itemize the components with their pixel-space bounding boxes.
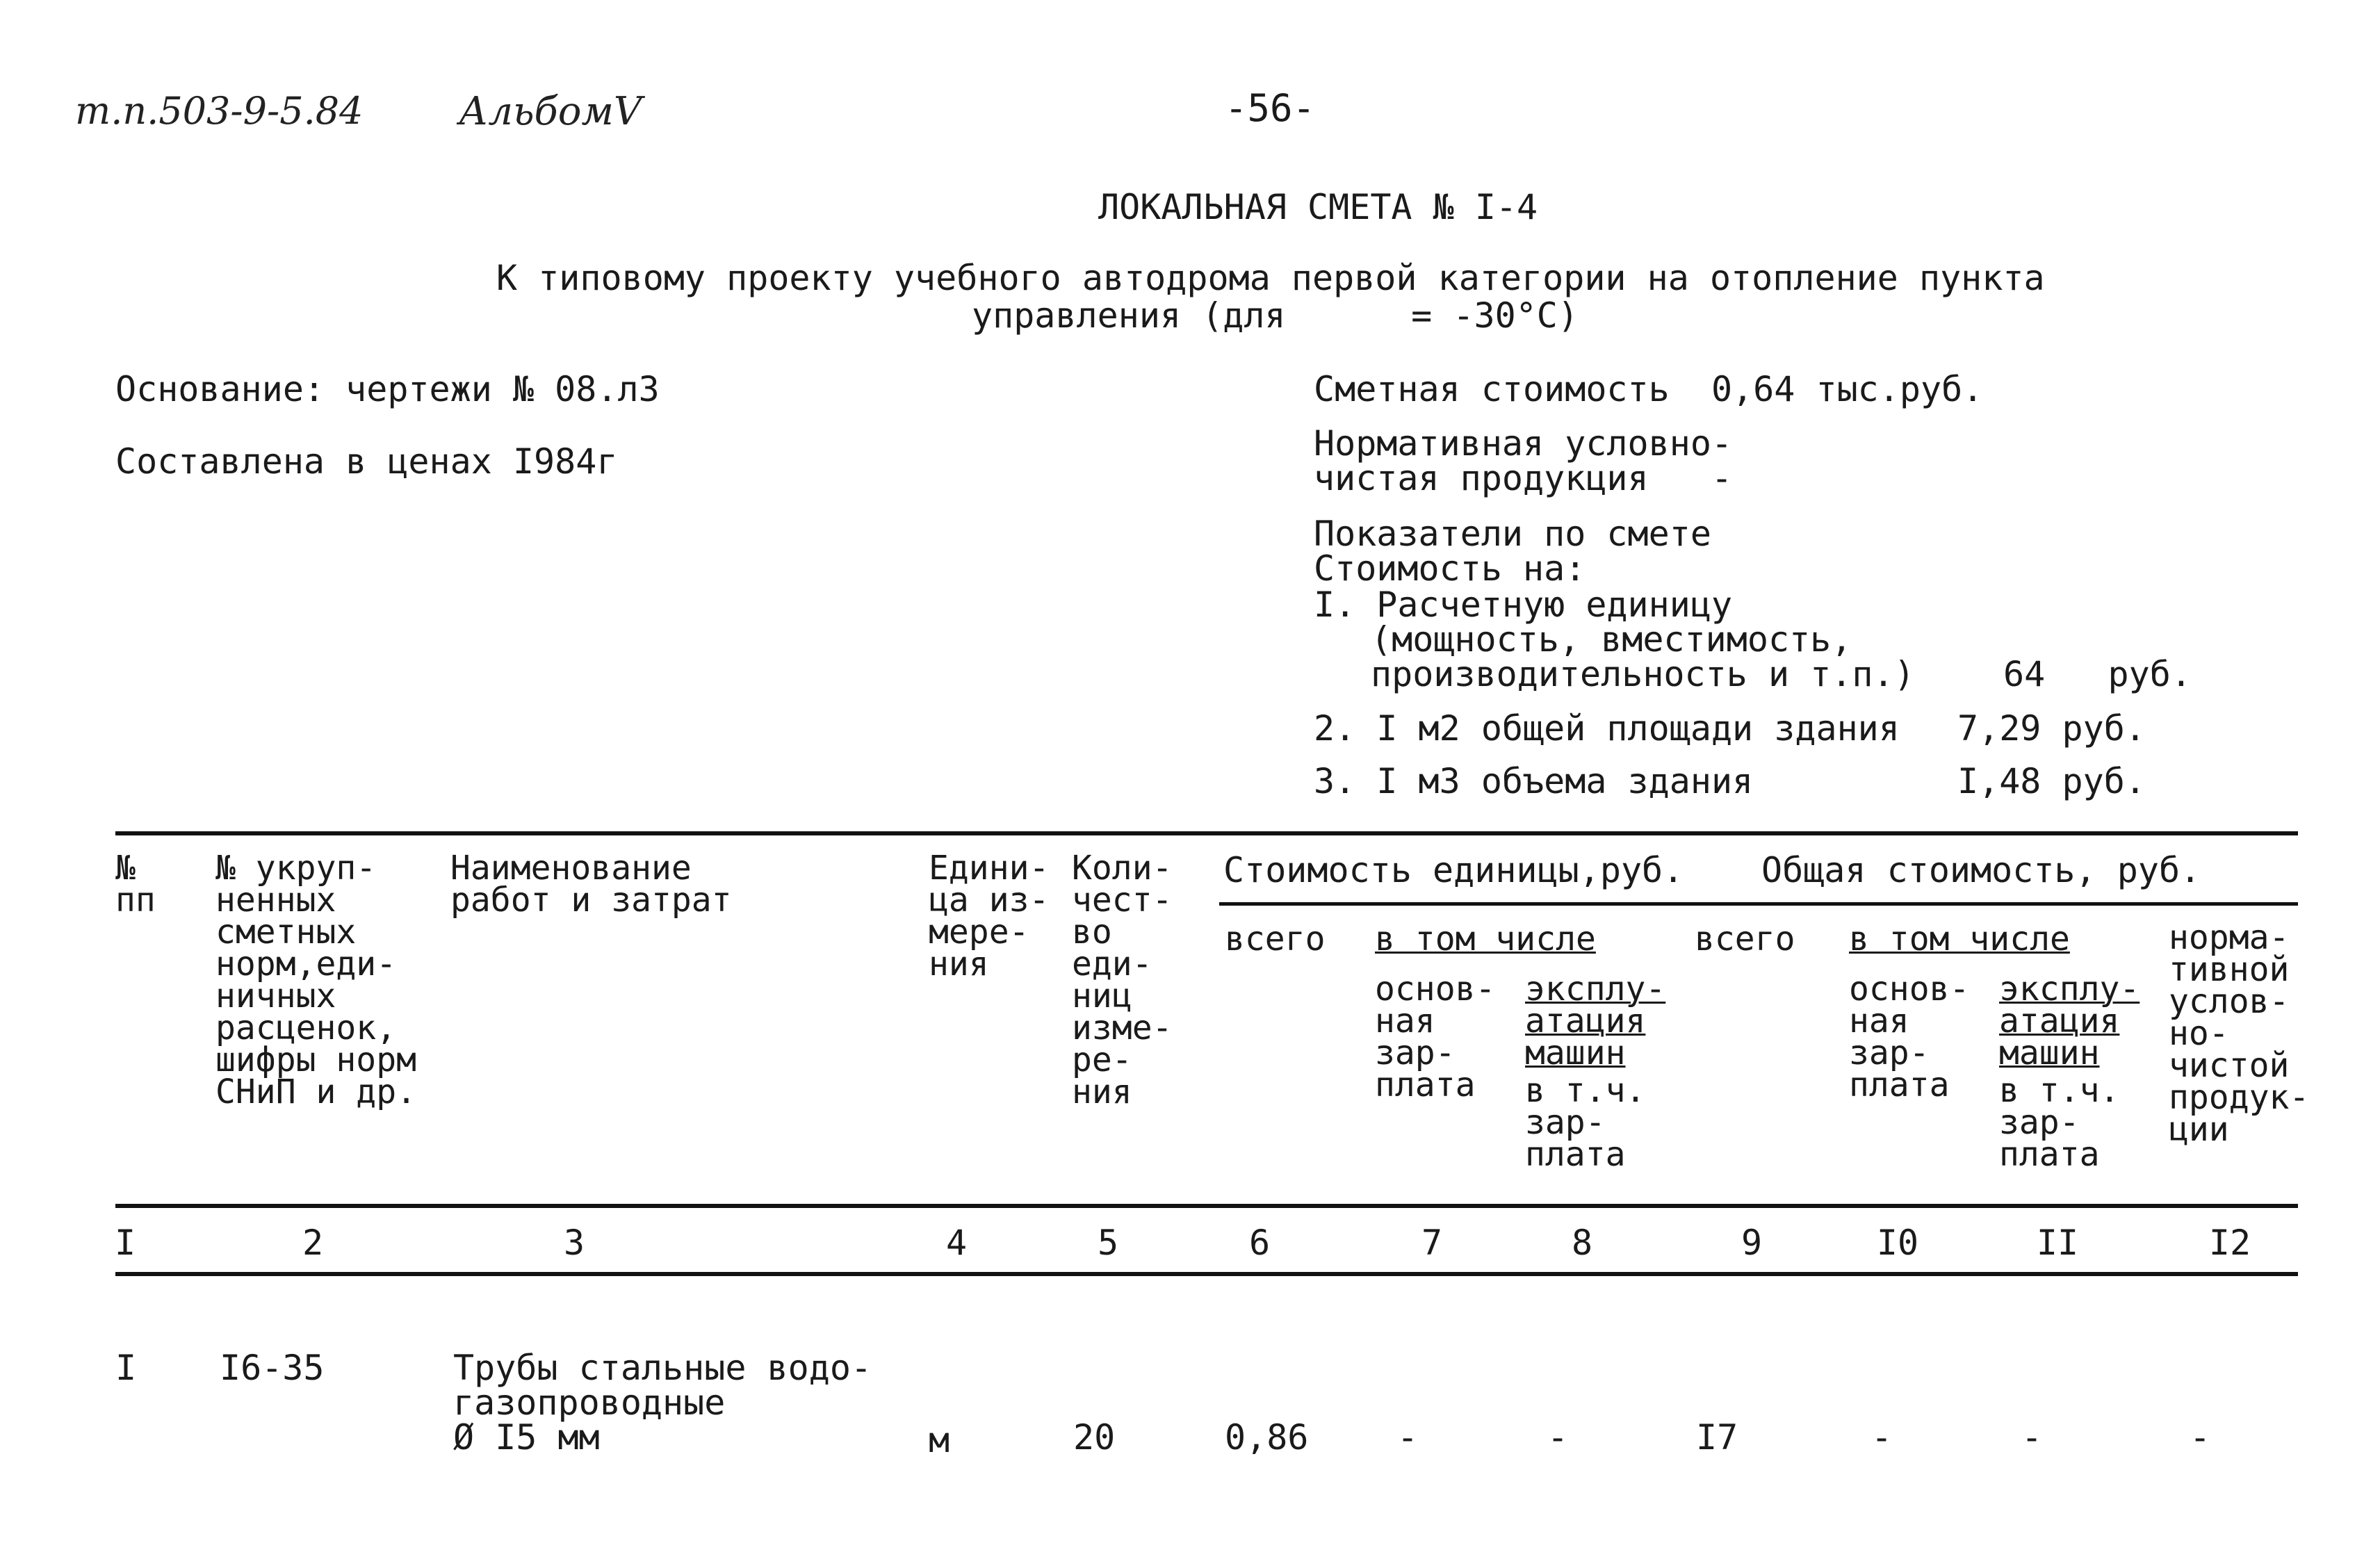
indicator-3-value: I,48 руб. (1957, 761, 2146, 801)
page-number: -56- (1225, 86, 1316, 130)
col-number: I (114, 1223, 136, 1263)
indicators-cost-on: Стоимость на: (1314, 548, 1586, 589)
header-total-base-pay: основ- ная зар- плата (1849, 970, 1970, 1104)
table-top-rule (115, 831, 2298, 835)
row-unit-base-pay: - (1397, 1417, 1419, 1458)
row-total: I7 (1696, 1417, 1738, 1458)
estimate-subtitle-line1: К типовому проекту учебного автодрома первой категории на отопление пункта (496, 258, 2045, 298)
indicator-3-label: 3. I м3 объема здания (1314, 761, 1754, 801)
normative-line1: Нормативная условно- (1314, 423, 1733, 464)
header-col-quantity: Коли- чест- во еди- ниц изме- ре- ния (1072, 849, 1173, 1111)
indicator-1-line2: (мощность, вместимость, (1371, 619, 1852, 660)
header-unit-total: всего (1225, 920, 1326, 958)
col-number: 3 (563, 1223, 585, 1263)
header-unit-machine: эксплу- атация машин (1525, 970, 1666, 1072)
header-total-machine-pay: в т.ч. зар- плата (1999, 1071, 2120, 1174)
prices-text: Составлена в ценах I984г (115, 441, 618, 482)
header-normative-product: норма- тивной услов- но- чистой продук- ции (2169, 918, 2310, 1149)
col-number: 6 (1248, 1223, 1271, 1263)
indicator-1-line3: производительность и т.п.) (1371, 654, 1915, 694)
row-total-machine: - (2021, 1417, 2043, 1458)
row-number: I (115, 1348, 137, 1388)
header-total-cost-group: Общая стоимость, руб. (1761, 850, 2201, 890)
indicator-2-label: 2. I м2 общей площади здания (1314, 708, 1900, 749)
row-unit-machine: - (1547, 1417, 1569, 1458)
col-number-rule (115, 1272, 2298, 1276)
row-name-line3: Ø I5 мм (453, 1417, 600, 1458)
col-number: 2 (302, 1223, 324, 1263)
row-quantity: 20 (1073, 1417, 1116, 1458)
indicator-1-value: 64 руб. (2003, 654, 2192, 694)
row-code: I6-35 (220, 1348, 325, 1388)
normative-line2: чистая продукция - (1314, 458, 1733, 498)
col-number: 8 (1571, 1223, 1593, 1263)
header-total-including: в том числе (1849, 920, 2070, 958)
header-col-name: Наименование работ и затрат (450, 849, 732, 920)
header-total-machine: эксплу- атация машин (1999, 970, 2140, 1072)
document-code: т.п.503-9-5.84 (75, 89, 364, 133)
basis-text: Основание: чертежи № 08.л3 (115, 369, 660, 409)
row-unit-total: 0,86 (1225, 1417, 1309, 1458)
album-label: АльбомV (459, 89, 642, 134)
estimate-subtitle-line2: управления (для = -30°C) (972, 295, 1579, 336)
row-name-line1: Трубы стальные водо- (453, 1348, 872, 1388)
header-unit-including: в том числе (1375, 920, 1596, 958)
header-total-total: всего (1695, 920, 1795, 958)
col-number: II (2036, 1223, 2079, 1263)
col-number: 4 (945, 1223, 968, 1263)
header-col-code: № укруп- ненных сметных норм,еди- ничных расценок, шифры норм СНиП и др. (215, 849, 416, 1111)
header-unit-base-pay: основ- ная зар- плата (1375, 970, 1496, 1104)
header-col-number: № пп (115, 849, 156, 920)
col-number: 5 (1097, 1223, 1119, 1263)
indicators-heading: Показатели по смете (1314, 514, 1711, 554)
col-number: 9 (1741, 1223, 1763, 1263)
col-number: 7 (1421, 1223, 1443, 1263)
row-name-line2: газопроводные (453, 1382, 726, 1423)
estimate-title: ЛОКАЛЬНАЯ СМЕТА № I-4 (1098, 187, 1538, 227)
indicator-1-line1: I. Расчетную единицу (1314, 585, 1733, 625)
col-number: I2 (2208, 1223, 2251, 1263)
estimated-cost: Сметная стоимость 0,64 тыс.руб. (1314, 369, 1984, 409)
header-bottom-rule (115, 1204, 2298, 1208)
cost-group-rule (1219, 902, 2298, 906)
header-col-unit: Едини- ца из- мере- ния (929, 849, 1050, 983)
row-unit: м (929, 1420, 950, 1460)
header-unit-cost-group: Стоимость единицы,руб. (1223, 850, 1684, 890)
header-unit-machine-pay: в т.ч. зар- плата (1525, 1071, 1646, 1174)
row-normative: - (2190, 1417, 2211, 1458)
col-number: I0 (1876, 1223, 1919, 1263)
row-total-base-pay: - (1871, 1417, 1893, 1458)
indicator-2-value: 7,29 руб. (1957, 708, 2146, 749)
